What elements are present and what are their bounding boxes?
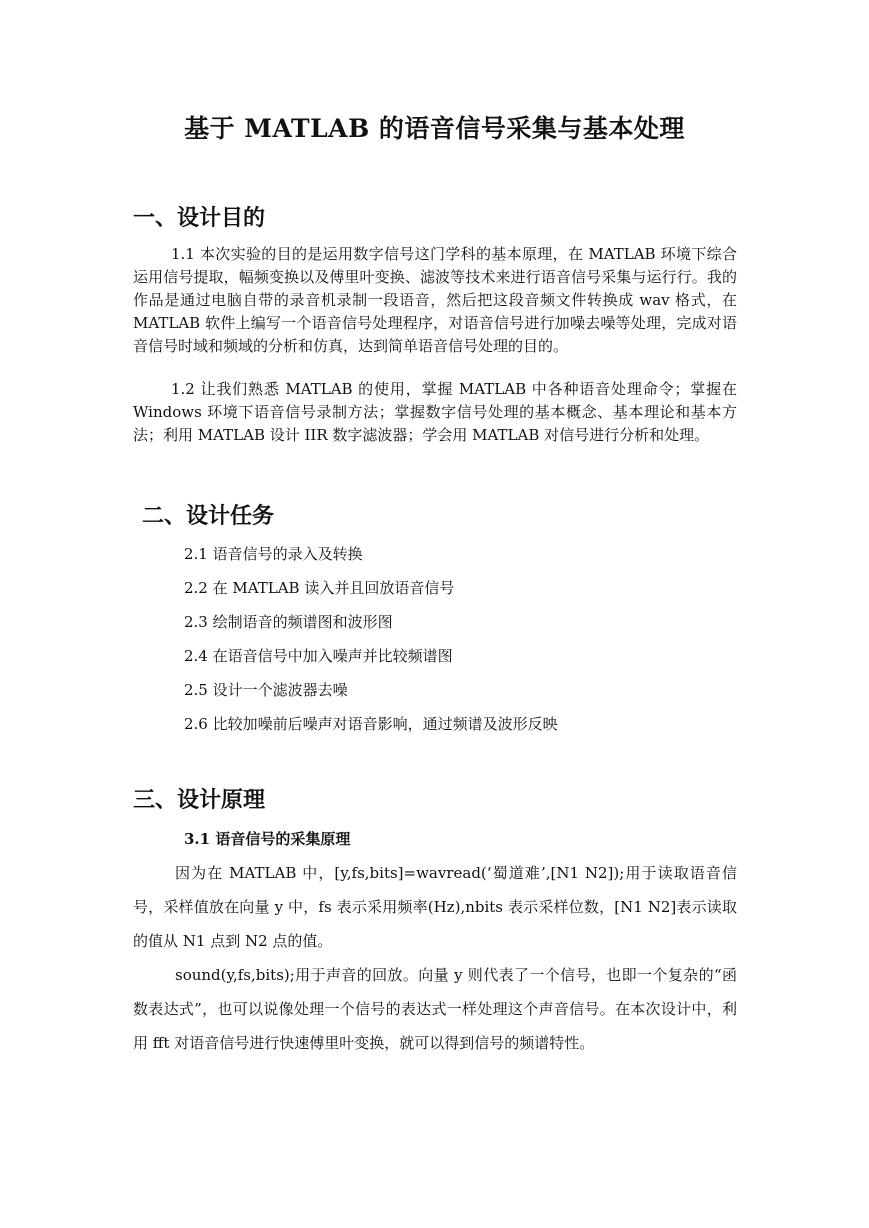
purpose-paragraph-2: 1.2 让我们熟悉 MATLAB 的使用，掌握 MATLAB 中各种语音处理命令；掌握在 Windows 环境下语音信号录制方法；掌握数字信号处理的基本概念、基本理论和基本方法；利用 MATLAB 设计 IIR 数字滤波器；学会用 MATLAB 对信号进行分析和处理。 <box>133 380 737 444</box>
principle-paragraph-2: sound(y,fs,bits);用于声音的回放。向量 y 则代表了一个信号，也即一个复杂的“函数表达式”，也可以说像处理一个信号的表达式一样处理这个声音信号。在本次设计中，利用 fft 对语音信号进行快速傅里叶变换，就可以得到信号的频谱特性。 <box>133 966 737 1052</box>
task-item: 2.5 设计一个滤波器去噪 <box>184 681 348 699</box>
section-heading-principle: 三、设计原理 <box>133 787 266 813</box>
section-heading-purpose: 一、设计目的 <box>133 205 266 231</box>
purpose-paragraph-1: 1.1 本次实验的目的是运用数字信号这门学科的基本原理，在 MATLAB 环境下综合运用信号提取，幅频变换以及傅里叶变换、滤波等技术来进行语音信号采集与运行行。我的作品是通过电脑自带的录音机录制一段语音，然后把这段音频文件转换成 wav 格式，在 MATLAB 软件上编写一个语音信号处理程序，对语音信号进行加噪去噪等处理，完成对语音信号时域和频域的分析和仿真，达到简单语音信号处理的目的。 <box>133 245 737 355</box>
task-item: 2.4 在语音信号中加入噪声并比较频谱图 <box>184 647 453 665</box>
principle-paragraph-1: 因为在 MATLAB 中，[y,fs,bits]=wavread(‘蜀道难’,[N1 N2]);用于读取语音信号，采样值放在向量 y 中，fs 表示采用频率(Hz),nbits 表示采样位数，[N1 N2]表示读取的值从 N1 点到 N2 点的值。 <box>133 864 737 950</box>
task-item: 2.3 绘制语音的频谱图和波形图 <box>184 613 393 631</box>
page-title: 基于 MATLAB 的语音信号采集与基本处理 <box>184 114 685 143</box>
subsection-heading: 3.1 语音信号的采集原理 <box>184 830 351 848</box>
section-heading-tasks: 二、设计任务 <box>142 503 275 529</box>
task-item: 2.2 在 MATLAB 读入并且回放语音信号 <box>184 579 455 597</box>
task-item: 2.6 比较加噪前后噪声对语音影响，通过频谱及波形反映 <box>184 715 558 733</box>
task-item: 2.1 语音信号的录入及转换 <box>184 545 363 563</box>
